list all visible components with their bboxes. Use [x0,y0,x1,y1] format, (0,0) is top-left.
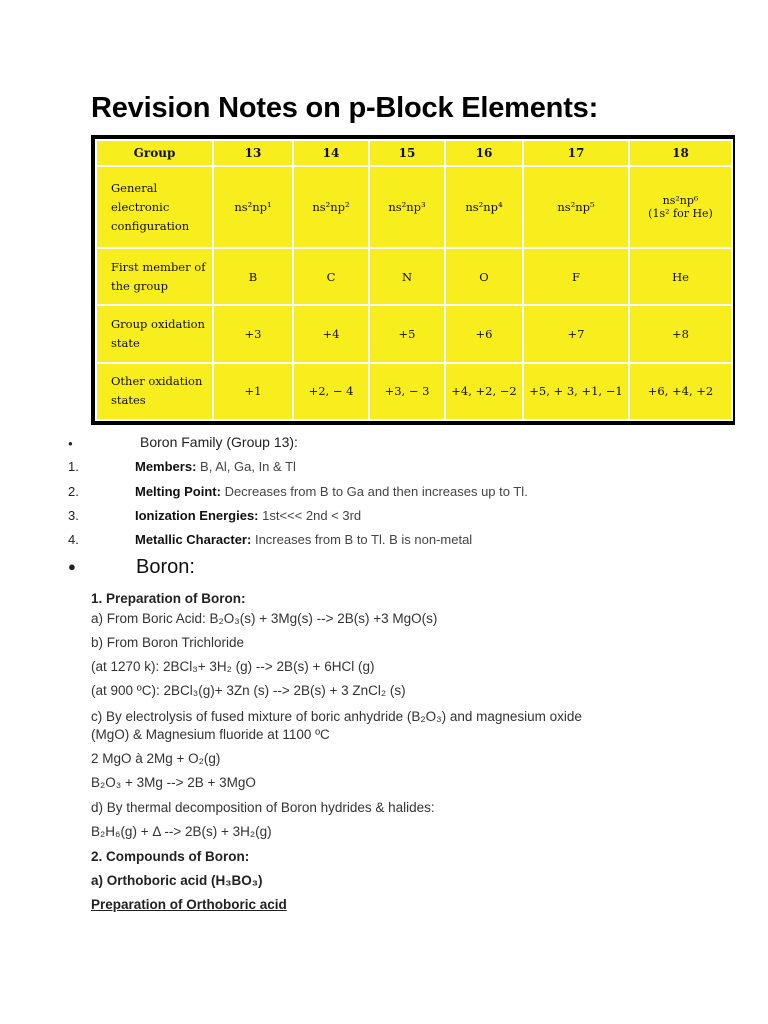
table-cell: +4 [293,305,369,362]
list-label: Metallic Character: [135,532,252,547]
text-line: B₂O₃ + 3Mg --> 2B + 3MgO [91,775,256,790]
bullet-dot-icon: ● [68,559,76,574]
text-line: a) From Boric Acid: B₂O₃(s) + 3Mg(s) --> 2B(s) +3 MgO(s) [91,611,438,626]
list-number: 2. [68,484,79,499]
row-label: General electronic configuration [96,166,213,248]
table-header-cell: 17 [523,140,629,166]
row-label: Other oxidation states [96,363,213,420]
table-cell: +6 [445,305,523,362]
table-cell [629,166,732,248]
table-cell: +4, +2, −2 [445,363,523,420]
subheading-preparation-orthoboric: Preparation of Orthoboric acid [91,897,287,912]
table-header-cell: 15 [369,140,445,166]
row-label: Group oxidation state [96,305,213,362]
table-row [96,166,732,248]
list-label: Members: [135,459,197,474]
text-line: B₂H₆(g) + Δ --> 2B(s) + 3H₂(g) [91,824,272,839]
config-note: (1s² for He) [648,207,713,221]
text-line: d) By thermal decomposition of Boron hydrides & halides: [91,800,435,815]
text-line: 2 MgO à 2Mg + O₂(g) [91,751,221,766]
table-cell: +3 [213,305,293,362]
list-label: Ionization Energies: [135,508,259,523]
text-line: b) From Boron Trichloride [91,635,245,650]
table-cell: N [369,248,445,305]
config-value: ns²np⁶ [662,194,699,208]
subheading-preparation: 1. Preparation of Boron: [91,591,246,606]
table-cell: ns²np⁵ [523,166,629,248]
page-title: Revision Notes on p-Block Elements: [91,92,599,124]
table-header-cell: 16 [445,140,523,166]
table-cell: O [445,248,523,305]
table-row [96,305,732,362]
table-cell: ns²np⁴ [445,166,523,248]
text-line: c) By electrolysis of fused mixture of boric anhydride (B₂O₃) and magnesium oxide [91,709,582,724]
table-cell: +2, − 4 [293,363,369,420]
table-cell: +5 [369,305,445,362]
list-label: Melting Point: [135,484,221,499]
text-line: (MgO) & Magnesium fluoride at 1100 ºC [91,727,330,742]
subheading-compounds: 2. Compounds of Boron: [91,849,250,864]
subheading-orthoboric-acid: a) Orthoboric acid (H₃BO₃) [91,873,263,888]
p-block-properties-table [95,139,733,421]
table-header-cell: Group [96,140,213,166]
list-value: B, Al, Ga, In & Tl [200,459,296,474]
table-cell: +7 [523,305,629,362]
table-cell: B [213,248,293,305]
table-cell: +8 [629,305,732,362]
table-header-cell: 18 [629,140,732,166]
table-cell: +3, − 3 [369,363,445,420]
list-value: Decreases from B to Ga and then increases up to Tl. [224,484,528,499]
table-cell: ns²np² [293,166,369,248]
list-number: 1. [68,459,79,474]
table-cell: F [523,248,629,305]
text-line: (at 1270 k): 2BCl₃+ 3H₂ (g) --> 2B(s) + 6HCl (g) [91,659,375,674]
section-heading-boron-family: Boron Family (Group 13): [140,434,298,450]
list-number: 3. [68,508,79,523]
table-header-row [96,140,732,166]
list-value: Increases from B to Tl. B is non-metal [254,532,473,547]
table-cell: ns²np³ [369,166,445,248]
table-cell: +1 [213,363,293,420]
table-cell: +5, + 3, +1, −1 [523,363,629,420]
table-row [96,248,732,305]
table-cell: C [293,248,369,305]
text-line: (at 900 ºC): 2BCl₃(g)+ 3Zn (s) --> 2B(s) + 3 ZnCl₂ (s) [91,683,406,698]
table-header-cell: 14 [293,140,369,166]
table-cell: +6, +4, +2 [629,363,732,420]
bullet-dot-icon: ● [68,439,73,448]
section-heading-boron: Boron: [136,556,195,578]
table-cell: ns²np¹ [213,166,293,248]
table-cell: He [629,248,732,305]
list-value: 1st<<< 2nd < 3rd [262,508,362,523]
p-block-table [91,135,735,425]
table-row [96,363,732,420]
list-number: 4. [68,532,79,547]
row-label: First member of the group [96,248,213,305]
table-header-cell: 13 [213,140,293,166]
